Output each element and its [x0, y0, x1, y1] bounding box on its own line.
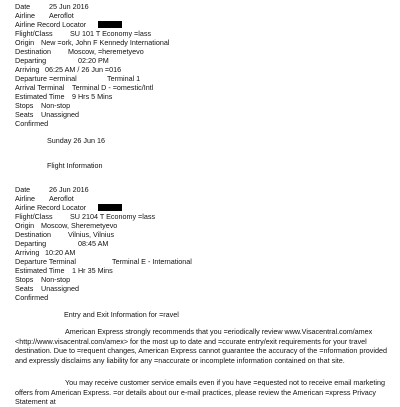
seg2-date-value: 26 Jun 2016 — [49, 185, 89, 194]
seg1-date-value: 25 Jun 2016 — [49, 2, 89, 11]
day-header: Sunday 26 Jun 16 — [47, 136, 105, 145]
seg1-origin-label: Origin — [15, 38, 35, 47]
seg2-est-time-value: 1 Hr 35 Mins — [72, 266, 113, 275]
entry-exit-title: Entry and Exit Information for =ravel — [64, 310, 179, 319]
seg1-departing-value: 02:20 PM — [78, 56, 109, 65]
seg2-destination-value: Vilnius, Vilnius — [68, 230, 115, 239]
email-paragraph — [15, 378, 389, 407]
seg2-stops-label: Stops — [15, 275, 34, 284]
seg1-departing-label: Departing — [15, 56, 47, 65]
seg1-airline-value: Aeroflot — [49, 11, 74, 20]
seg1-origin-value: New =ork, John F Kennedy International — [41, 38, 170, 47]
seg2-seats-label: Seats — [15, 284, 34, 293]
section-title: Flight Information — [47, 161, 103, 170]
seg1-redaction-bar — [98, 21, 122, 28]
seg1-arr-terminal-label: Arrival Terminal — [15, 83, 65, 92]
seg2-flight-class-label: Flight/Class — [15, 212, 53, 221]
seg2-locator-label: Airline Record Locator — [15, 203, 87, 212]
seg2-destination-label: Destination — [15, 230, 51, 239]
seg2-date-label: Date — [15, 185, 31, 194]
seg1-seats-label: Seats — [15, 110, 34, 119]
seg2-est-time-label: Estimated Time — [15, 266, 65, 275]
seg1-airline-label: Airline — [15, 11, 35, 20]
seg2-status-text: Confirmed — [15, 293, 49, 302]
seg2-origin-label: Origin — [15, 221, 35, 230]
seg2-flight-class-value: SU 2104 T Economy =lass — [70, 212, 156, 221]
seg1-date-label: Date — [15, 2, 31, 11]
seg1-est-time-label: Estimated Time — [15, 92, 65, 101]
seg1-arr-terminal-value: Terminal D - =omestic/Intl — [72, 83, 154, 92]
seg2-departing-value: 08:45 AM — [78, 239, 109, 248]
seg1-destination-label: Destination — [15, 47, 51, 56]
seg1-arriving-label: Arriving — [15, 65, 40, 74]
seg1-est-time-value: 9 Hrs 5 Mins — [72, 92, 113, 101]
seg1-flight-class-value: SU 101 T Economy =lass — [70, 29, 152, 38]
seg2-dep-terminal-value: Terminal E - International — [112, 257, 192, 266]
seg1-stops-label: Stops — [15, 101, 34, 110]
seg2-origin-value: Moscow, Sheremetyevo — [41, 221, 118, 230]
seg2-arriving-label: Arriving — [15, 248, 40, 257]
seg1-flight-class-label: Flight/Class — [15, 29, 53, 38]
seg1-seats-value: Unassigned — [41, 110, 79, 119]
seg2-redaction-bar — [98, 204, 122, 211]
seg1-dep-terminal-value: Terminal 1 — [107, 74, 141, 83]
seg1-dep-terminal-label: Departure =erminal — [15, 74, 77, 83]
amex-paragraph-text: American Express strongly recommends that you =eriodically review www.Visacentral.com/amex <http://www.visacentral.com/amex> for the most up to date and =ccurate entry/exit requirements for your travel destination. Due to =requent changes, American Express cannot guarantee the accuracy of the =nformation provided and expressly disclaims any liability for any =naccurate or incomplete information contained on that site. — [15, 327, 387, 365]
seg1-destination-value: Moscow, =heremetyevo — [68, 47, 144, 56]
seg2-stops-value: Non-stop — [41, 275, 71, 284]
seg2-airline-value: Aeroflot — [49, 194, 74, 203]
seg1-status-text: Confirmed — [15, 119, 49, 128]
seg1-locator-label: Airline Record Locator — [15, 20, 87, 29]
seg2-seats-value: Unassigned — [41, 284, 79, 293]
seg2-arriving-value: 10:20 AM — [45, 248, 76, 257]
seg2-airline-label: Airline — [15, 194, 35, 203]
seg2-dep-terminal-label: Departure Terminal — [15, 257, 76, 266]
amex-paragraph — [15, 327, 389, 365]
email-paragraph-text: You may receive customer service emails even if you have =equested not to receive email marketing offers from American Express. =or details about our e-mail practices, please review the American =xpress Privacy Statement at — [15, 378, 385, 406]
seg1-stops-value: Non-stop — [41, 101, 71, 110]
seg1-arriving-value: 06:25 AM / 26 Jun =016 — [45, 65, 122, 74]
seg2-departing-label: Departing — [15, 239, 47, 248]
